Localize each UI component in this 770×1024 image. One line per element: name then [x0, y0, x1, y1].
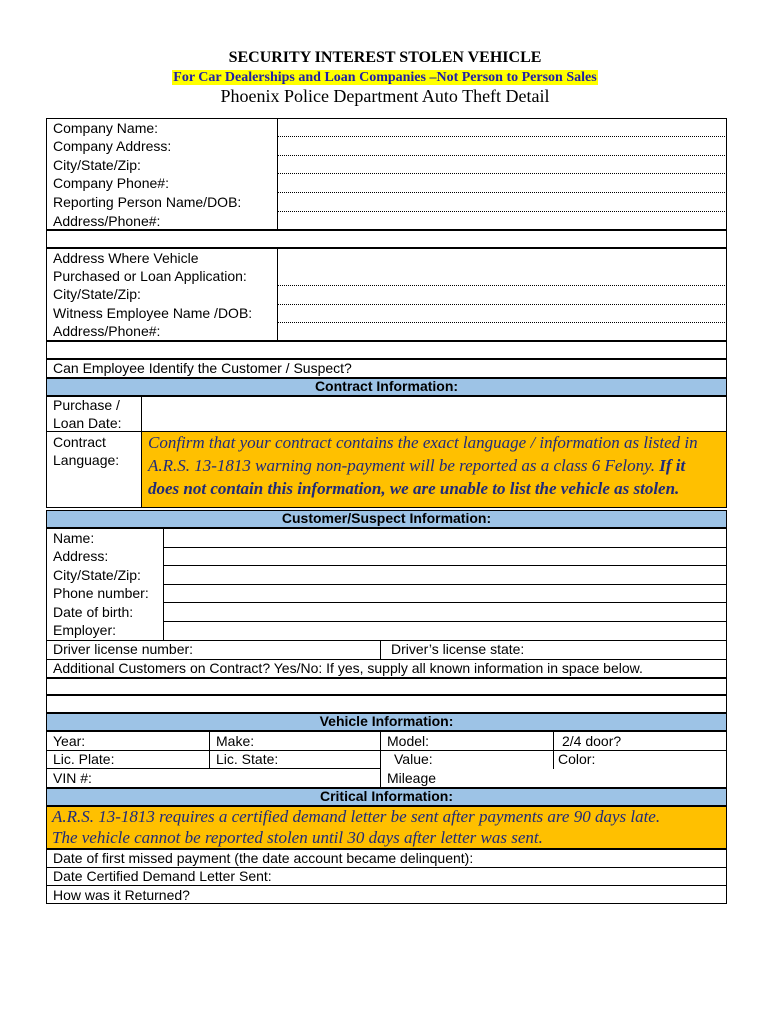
customer-name-label: Name: [53, 530, 95, 546]
contract-note-line1: Confirm that your contract contains the exact language / information as listed in [148, 433, 698, 452]
vehicle-model-label: Model: [387, 733, 430, 749]
company-phone-label: Company Phone#: [53, 175, 169, 191]
critical-heading: Critical Information: [319, 788, 453, 804]
spacer-row [46, 678, 727, 695]
purchase-address-label-1: Address Where Vehicle [53, 250, 199, 266]
reporting-person-label: Reporting Person Name/DOB: [53, 194, 242, 210]
contract-language-label-1: Contract [53, 434, 106, 450]
contract-heading: Contract Information: [314, 378, 459, 394]
company-city-label: City/State/Zip: [53, 157, 141, 173]
vehicle-plate-state-label: Lic. State: [216, 751, 279, 767]
company-name-label: Company Name: [53, 120, 159, 136]
witness-address-label: Address/Phone#: [53, 323, 161, 339]
contract-note-line3: does not contain this information, we are unable to list the vehicle as stolen. [148, 479, 680, 498]
additional-customers-label: Additional Customers on Contract? Yes/No: If yes, supply all known information in space below. [53, 660, 643, 676]
spacer-row [46, 230, 727, 248]
contract-note-line2-text: A.R.S. 13-1813 warning non-payment will be reported as a class 6 Felony. [148, 456, 655, 475]
customer-employer-label: Employer: [53, 622, 117, 638]
customer-heading: Customer/Suspect Information: [281, 510, 492, 526]
vehicle-vin-label: VIN #: [53, 770, 92, 786]
dl-number-label: Driver license number: [53, 641, 194, 657]
missed-payment-label: Date of first missed payment (the date account became delinquent): [53, 850, 474, 866]
vehicle-plate-label: Lic. Plate: [53, 751, 115, 767]
vehicle-door-label: 2/4 door? [562, 733, 622, 749]
purchase-city-label: City/State/Zip: [53, 286, 141, 302]
contract-note-line2 [148, 454, 685, 477]
customer-city-label: City/State/Zip: [53, 567, 141, 583]
vehicle-year-label: Year: [53, 733, 86, 749]
purchase-date-label-1: Purchase / [53, 397, 120, 413]
department-name: Phoenix Police Department Auto Theft Detail [220, 86, 550, 106]
vehicle-heading: Vehicle Information: [319, 713, 454, 729]
customer-dob-label: Date of birth: [53, 604, 134, 620]
customer-address-label: Address: [53, 548, 109, 564]
vehicle-mileage-label: Mileage [387, 770, 437, 786]
vehicle-color-label: Color: [558, 751, 596, 767]
critical-note-line2: The vehicle cannot be reported stolen until 30 days after letter was sent. [52, 828, 543, 847]
form-subtitle: For Car Dealerships and Loan Companies –Not Person to Person Sales [173, 70, 597, 85]
purchase-date-label-2: Loan Date: [53, 415, 122, 431]
purchase-address-label-2: Purchased or Loan Application: [53, 268, 247, 284]
contract-language-label-2: Language: [53, 452, 120, 468]
company-address-label: Company Address: [53, 138, 172, 154]
witness-name-label: Witness Employee Name /DOB: [53, 305, 253, 321]
critical-note-line1: A.R.S. 13-1813 requires a certified demand letter be sent after payments are 90 days late. [52, 807, 661, 826]
dl-state-label: Driver’s license state: [391, 641, 525, 657]
identify-question: Can Employee Identify the Customer / Suspect? [53, 360, 352, 376]
vehicle-make-label: Make: [216, 733, 255, 749]
contract-note-line2-bold: If it [659, 456, 686, 475]
how-returned-label: How was it Returned? [53, 887, 190, 903]
customer-phone-label: Phone number: [53, 585, 149, 601]
reporter-address-label: Address/Phone#: [53, 213, 161, 229]
spacer-row [46, 695, 727, 713]
form-title: SECURITY INTEREST STOLEN VEHICLE [228, 49, 542, 66]
vehicle-value-label: Value: [394, 751, 433, 767]
spacer-row [46, 341, 727, 359]
demand-letter-label: Date Certified Demand Letter Sent: [53, 868, 272, 884]
